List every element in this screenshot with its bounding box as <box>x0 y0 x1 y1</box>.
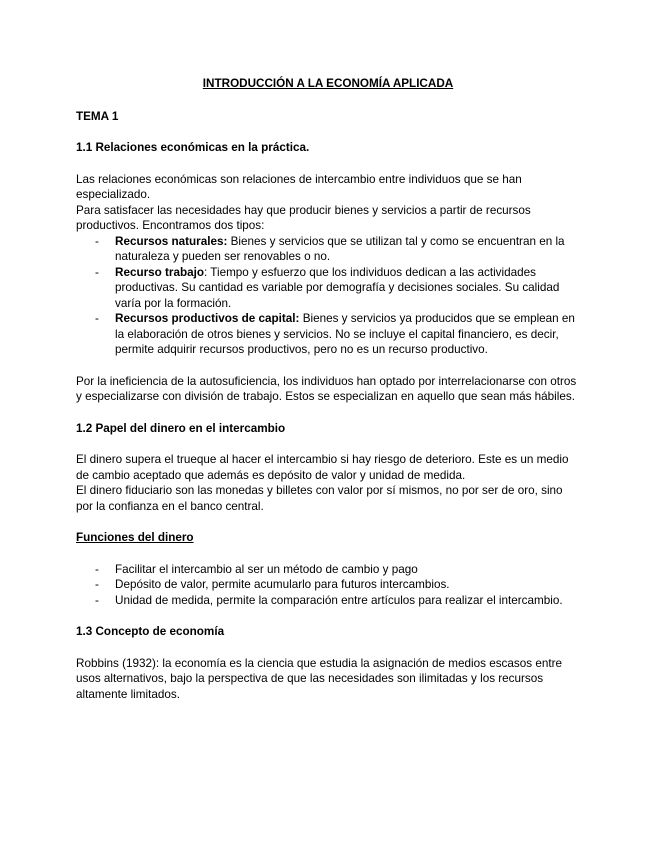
list-item-term: Recursos productivos de capital: <box>115 312 300 325</box>
paragraph: Las relaciones económicas son relaciones de intercambio entre individuos que se han especializado. <box>76 172 522 201</box>
spacer <box>76 546 580 562</box>
money-functions-list <box>76 562 580 609</box>
list-item <box>76 234 580 265</box>
spacer <box>76 405 580 421</box>
money-functions-subheading: Funciones del dinero <box>76 531 194 544</box>
document-title: INTRODUCCIÓN A LA ECONOMÍA APLICADA <box>202 77 454 90</box>
list-item <box>76 265 580 312</box>
section-heading-1-1: 1.1 Relaciones económicas en la práctica. <box>76 141 310 154</box>
list-item <box>76 562 580 578</box>
list-item <box>76 577 580 593</box>
section-heading-1-3: 1.3 Concepto de economía <box>76 625 225 638</box>
list-item-text: Unidad de medida, permite la comparación entre artículos para realizar el intercambio. <box>115 593 563 607</box>
paragraph: Para satisfacer las necesidades hay que producir bienes y servicios a partir de recursos productivos. Encontramos dos tipos: <box>76 203 531 232</box>
section-heading-1-2: 1.2 Papel del dinero en el intercambio <box>76 421 286 435</box>
list-item-text: Facilitar el intercambio al ser un método de cambio y pago <box>115 562 418 576</box>
paragraph: El dinero supera el trueque al hacer el intercambio si hay riesgo de deterioro. Este es un medio de cambio aceptado que además es depósito de valor y unidad de medida. <box>76 453 569 482</box>
list-item-term: Recurso trabajo <box>115 265 204 279</box>
dash-bullet: - <box>95 578 99 591</box>
dash-bullet: - <box>95 265 99 279</box>
list-item <box>76 311 580 358</box>
list-item-text: Bienes y servicios que se utilizan tal y como se encuentran en la naturaleza y pueden ser renovables o no. <box>115 234 565 263</box>
paragraph: El dinero fiduciario son las monedas y billetes con valor por sí mismos, no por ser de oro, sino por la confianza en el banco central. <box>76 484 563 513</box>
list-item-term: Recursos naturales: <box>115 234 228 248</box>
list-item <box>76 593 580 609</box>
dash-bullet: - <box>95 234 99 248</box>
list-item-text: Depósito de valor, permite acumularlo para futuros intercambios. <box>115 578 450 591</box>
dash-bullet: - <box>95 593 99 607</box>
paragraph: Robbins (1932): la economía es la ciencia que estudia la asignación de medios escasos entre usos alternativos, bajo la perspectiva de que las necesidades son ilimitadas y los recursos altamente limitados. <box>76 656 562 701</box>
spacer <box>76 608 580 624</box>
document-content <box>76 76 580 702</box>
list-item-text: : Tiempo y esfuerzo que los individuos dedican a las actividades productivas. Su cantidad es variable por demografía y decisiones sociales. Su calidad varía por la formación. <box>115 265 560 310</box>
spacer <box>76 358 580 374</box>
paragraph: Por la ineficiencia de la autosuficiencia, los individuos han optado por interrelacionarse con otros y especializarse con división de trabajo. Estos se especializan en aquello que sean más hábiles. <box>76 374 577 403</box>
list-item-text: Bienes y servicios ya producidos que se emplean en la elaboración de otros bienes y servicios. No se incluye el capital financiero, es decir, permite adquirir recursos productivos, pero no es un recurso productivo. <box>115 312 575 356</box>
resources-list <box>76 234 580 358</box>
spacer <box>76 514 580 530</box>
tema-heading: TEMA 1 <box>76 109 119 123</box>
dash-bullet: - <box>95 562 99 576</box>
dash-bullet: - <box>95 312 99 325</box>
